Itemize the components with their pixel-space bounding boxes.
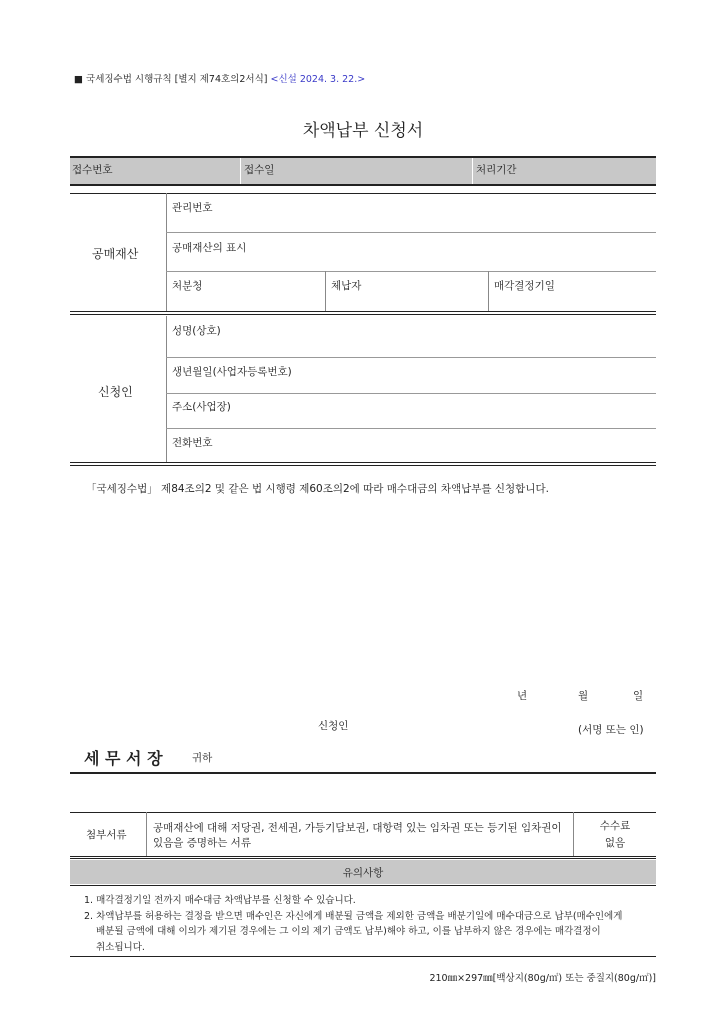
phone-label: 전화번호	[172, 437, 213, 449]
divider	[488, 271, 489, 311]
attachments-label: 첨부서류	[86, 829, 127, 841]
notes-title: 유의사항	[342, 867, 384, 879]
paper-spec-footer: 210㎜×297㎜[백상지(80g/㎡) 또는 중질지(80g/㎡)]	[429, 973, 656, 984]
addressee-honorific: 귀하	[192, 752, 213, 764]
divider	[70, 193, 656, 194]
name-label: 성명(상호)	[172, 325, 221, 337]
attachments-content-line1: 공매재산에 대해 저당권, 전세권, 가등기담보권, 대항력 있는 임차권 또는 등기된 임차권이	[153, 822, 562, 834]
bullet: ■	[74, 74, 83, 85]
receipt-row	[70, 158, 656, 184]
form-reference	[74, 71, 365, 85]
divider	[166, 316, 167, 462]
signature-hint: (서명 또는 인)	[578, 724, 644, 736]
note-item-2-line2: 배분될 금액에 대해 이의가 제기된 경우에는 그 이의 제기 금액도 납부)해야 하고, 이를 납부하지 않은 경우에는 매각결정이	[96, 926, 601, 937]
divider	[166, 357, 656, 358]
addressee-office: 세 무 서 장	[84, 749, 163, 768]
divider	[166, 393, 656, 394]
receipt-date-label: 접수일	[244, 164, 275, 176]
divider	[325, 271, 326, 311]
law-reference: 국세징수법 시행규칙 [별지 제74호의2서식]	[86, 74, 268, 85]
applicant-section-label: 신청인	[98, 385, 133, 399]
divider	[472, 158, 473, 184]
divider	[70, 856, 656, 857]
fee-label: 수수료	[599, 820, 631, 832]
disposing-agency-label: 처분청	[172, 280, 203, 292]
month-label: 월	[578, 690, 589, 702]
year-label: 년	[517, 690, 528, 702]
divider	[70, 462, 656, 466]
management-number-label: 관리번호	[172, 202, 213, 214]
birth-date-label: 생년월일(사업자등록번호)	[172, 366, 292, 378]
application-statement: 「국세징수법」 제84조의2 및 같은 법 시행령 제60조의2에 따라 매수대금의 차액납부를 신청합니다.	[86, 483, 549, 495]
receipt-number-label: 접수번호	[72, 164, 113, 176]
note-item-1: 1. 매각결정기일 전까지 매수대금 차액납부를 신청할 수 있습니다.	[84, 895, 356, 906]
divider	[166, 428, 656, 429]
note-item-2-line3: 취소됩니다.	[96, 942, 145, 953]
divider	[70, 885, 656, 886]
delinquent-label: 체납자	[331, 280, 362, 292]
process-period-label: 처리기간	[476, 164, 517, 176]
divider	[70, 812, 656, 813]
divider	[70, 772, 656, 774]
divider	[70, 858, 656, 859]
sale-decision-date-label: 매각결정기일	[494, 280, 555, 292]
divider	[70, 311, 656, 315]
revision-note: <신설 2024. 3. 22.>	[270, 74, 366, 85]
divider	[166, 271, 656, 272]
day-label: 일	[633, 690, 644, 702]
divider	[70, 956, 656, 957]
divider	[70, 184, 656, 186]
property-section-label: 공매재산	[92, 247, 139, 261]
divider	[240, 158, 241, 184]
applicant-sign-label: 신청인	[318, 720, 349, 732]
property-display-label: 공매재산의 표시	[172, 242, 247, 254]
attachments-content-line2: 있음을 증명하는 서류	[153, 837, 251, 849]
address-label: 주소(사업장)	[172, 401, 231, 413]
fee-value: 없음	[604, 837, 626, 849]
divider	[166, 193, 167, 311]
divider	[166, 232, 656, 233]
divider	[146, 812, 147, 856]
page-title: 차액납부 신청서	[302, 121, 424, 141]
note-item-2-line1: 2. 차액납부를 허용하는 결정을 받으면 매수인은 자신에게 배분될 금액을 제외한 금액을 배분기일에 매수대금으로 납부(매수인에게	[84, 911, 623, 922]
